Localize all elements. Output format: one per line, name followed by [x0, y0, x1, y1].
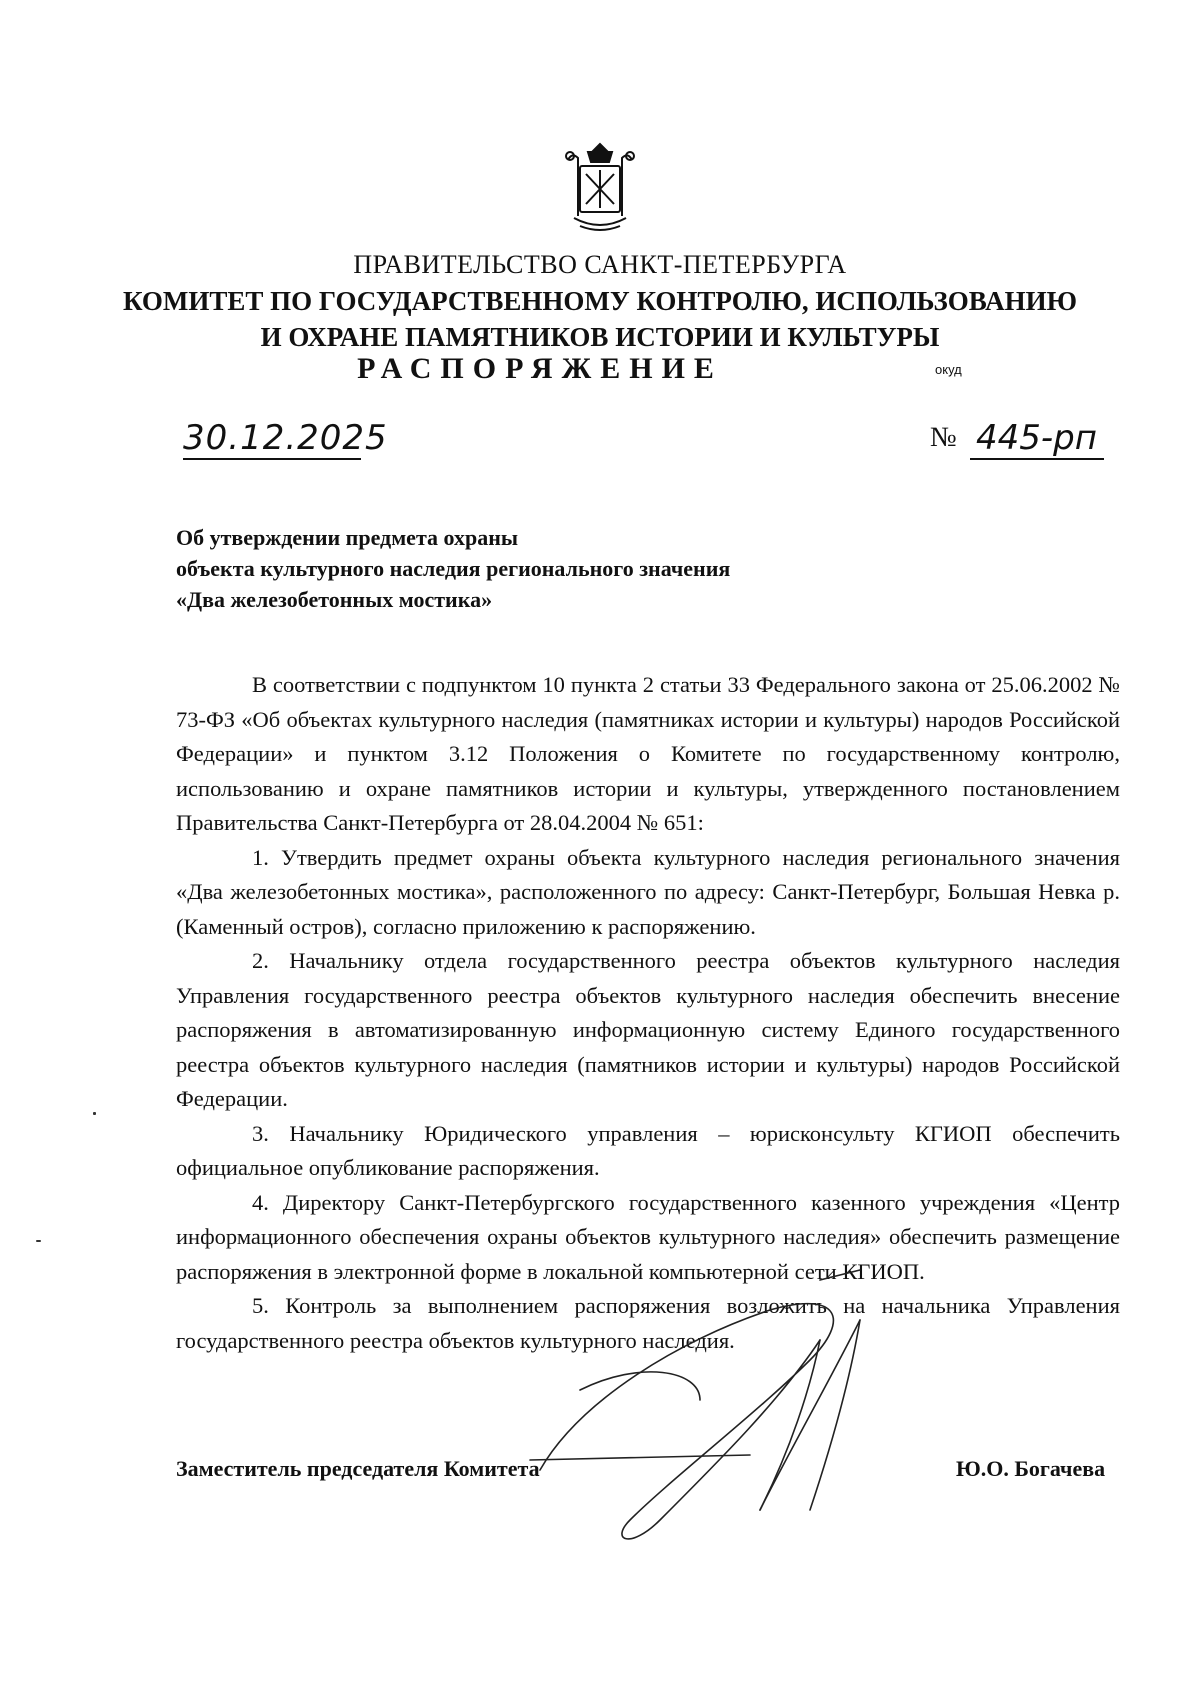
government-name: ПРАВИТЕЛЬСТВО САНКТ-ПЕТЕРБУРГА	[353, 250, 847, 279]
coat-of-arms-emblem	[560, 140, 640, 240]
committee-name-line1: КОМИТЕТ ПО ГОСУДАРСТВЕННОМУ КОНТРОЛЮ, ИСПОЛЬЗОВАНИЮ	[123, 286, 1077, 316]
scan-speck	[93, 1112, 96, 1115]
committee-name-line2: И ОХРАНЕ ПАМЯТНИКОВ ИСТОРИИ И КУЛЬТУРЫ	[260, 322, 940, 352]
item-paragraph-3: 3. Начальнику Юридического управления – юрисконсульту КГИОП обеспечить официальное опубликование распоряжения.	[176, 1120, 1120, 1180]
document-number	[930, 418, 1102, 460]
document-date: 30.12.2025	[183, 418, 388, 458]
scan-speck	[36, 1240, 41, 1242]
signer-name: Ю.О. Богачева	[956, 1456, 1106, 1481]
subject-line1: Об утверждении предмета охраны	[176, 525, 519, 550]
signer-position: Заместитель председателя Комитета	[176, 1456, 540, 1481]
number-value: 445-рп	[970, 418, 1104, 460]
okud-label: окуд	[935, 362, 962, 377]
item-paragraph-4: 4. Директору Санкт-Петербургского государственного казенного учреждения «Центр информационного обеспечения охраны объектов культурного наследия» обеспечить размещение распоряжения в электронной форме в локальной компьютерной сети КГИОП.	[176, 1189, 1120, 1284]
item-paragraph-5: 5. Контроль за выполнением распоряжения возложить на начальника Управления государственного реестра объектов культурного наследия.	[176, 1293, 1120, 1353]
committee-name	[0, 283, 1200, 355]
subject-line2: объекта культурного наследия регионального значения	[176, 556, 731, 581]
subject-line3: «Два железобетонных мостика»	[176, 587, 493, 612]
item-paragraph-2: 2. Начальнику отдела государственного реестра объектов культурного наследия Управления государственного реестра объектов культурного наследия обеспечить внесение распоряжения в автоматизированную информационную систему Единого государственного реестра объектов культурного наследия (памятников истории и культуры) народов Российской Федерации.	[176, 948, 1120, 1111]
item-paragraph-1: 1. Утвердить предмет охраны объекта культурного наследия регионального значения «Два железобетонных мостика», расположенного по адресу: Санкт-Петербург, Большая Невка р. (Каменный остров), согласно приложению к распоряжению.	[176, 844, 1120, 939]
handwritten-signature	[520, 1250, 940, 1550]
document-type-title: РАСПОРЯЖЕНИЕ	[357, 352, 723, 385]
document-subject	[176, 522, 730, 615]
preamble-paragraph: В соответствии с подпунктом 10 пункта 2 статьи 33 Федерального закона от 25.06.2002 № 73-ФЗ «Об объектах культурного наследия (памятниках истории и культуры) народов Российской Федерации» и пунктом 3.12 Положения о Комитете по государственному контролю, использованию и охране памятников истории и культуры, утвержденного постановлением Правительства Санкт-Петербурга от 28.04.2004 № 651:	[176, 672, 1120, 835]
number-sign: №	[930, 422, 957, 453]
